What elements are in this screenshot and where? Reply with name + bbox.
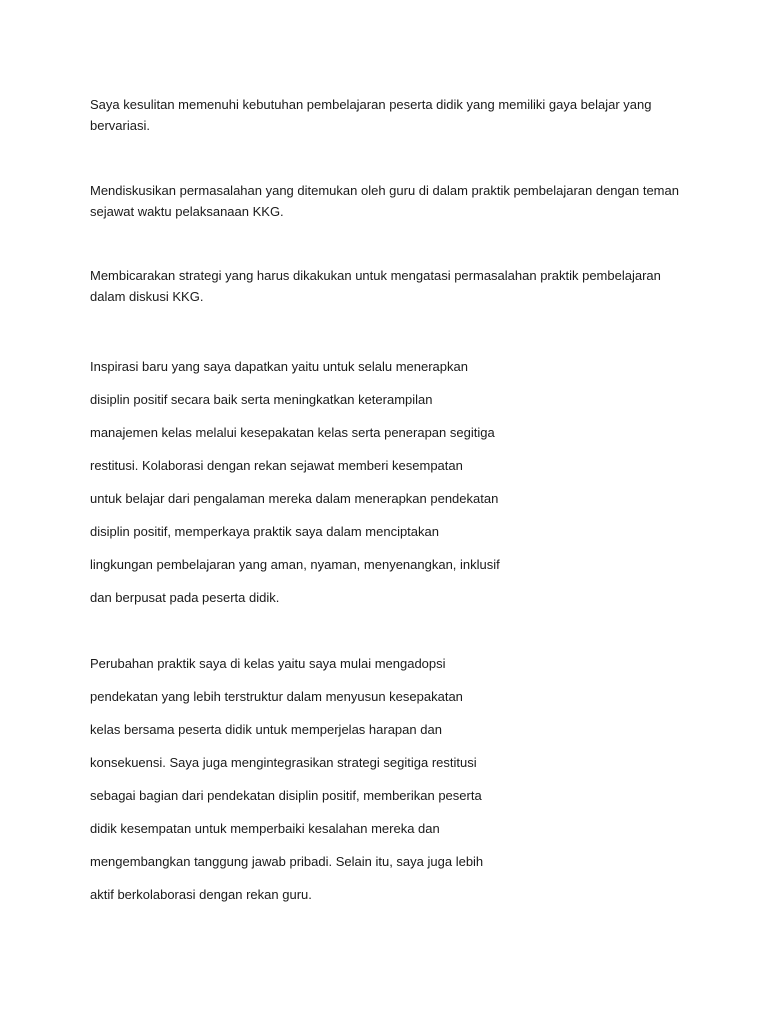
paragraph-line: aktif berkolaborasi dengan rekan guru. — [90, 887, 312, 902]
paragraph-line: lingkungan pembelajaran yang aman, nyaman, menyenangkan, inklusif — [90, 557, 500, 572]
paragraph-problem — [90, 94, 652, 136]
paragraph-line: manajemen kelas melalui kesepakatan kelas serta penerapan segitiga — [90, 425, 495, 440]
paragraph-line: kelas bersama peserta didik untuk memperjelas harapan dan — [90, 722, 442, 737]
paragraph-line: dan berpusat pada peserta didik. — [90, 590, 280, 605]
paragraph-line: Saya kesulitan memenuhi kebutuhan pembelajaran peserta didik yang memiliki gaya belajar yang — [90, 97, 652, 112]
paragraph-line: sebagai bagian dari pendekatan disiplin positif, memberikan peserta — [90, 788, 482, 803]
paragraph-line: disiplin positif, memperkaya praktik saya dalam menciptakan — [90, 524, 439, 539]
paragraph-line: dalam diskusi KKG. — [90, 289, 204, 304]
paragraph-practice-change — [90, 647, 483, 911]
paragraph-discussion — [90, 180, 679, 222]
paragraph-line: Mendiskusikan permasalahan yang ditemukan oleh guru di dalam praktik pembelajaran dengan teman — [90, 183, 679, 198]
paragraph-line: mengembangkan tanggung jawab pribadi. Selain itu, saya juga lebih — [90, 854, 484, 869]
paragraph-line: untuk belajar dari pengalaman mereka dalam menerapkan pendekatan — [90, 491, 499, 506]
paragraph-line: pendekatan yang lebih terstruktur dalam menyusun kesepakatan — [90, 689, 463, 704]
paragraph-line: didik kesempatan untuk memperbaiki kesalahan mereka dan — [90, 821, 440, 836]
paragraph-inspiration — [90, 350, 500, 614]
paragraph-line: sejawat waktu pelaksanaan KKG. — [90, 204, 284, 219]
paragraph-line: Membicarakan strategi yang harus dikakukan untuk mengatasi permasalahan praktik pembelajaran — [90, 268, 661, 283]
paragraph-line: Inspirasi baru yang saya dapatkan yaitu untuk selalu menerapkan — [90, 359, 468, 374]
paragraph-strategy — [90, 265, 661, 307]
paragraph-line: restitusi. Kolaborasi dengan rekan sejawat memberi kesempatan — [90, 458, 463, 473]
paragraph-line: konsekuensi. Saya juga mengintegrasikan strategi segitiga restitusi — [90, 755, 477, 770]
paragraph-line: Perubahan praktik saya di kelas yaitu saya mulai mengadopsi — [90, 656, 446, 671]
paragraph-line: disiplin positif secara baik serta meningkatkan keterampilan — [90, 392, 433, 407]
paragraph-line: bervariasi. — [90, 118, 150, 133]
